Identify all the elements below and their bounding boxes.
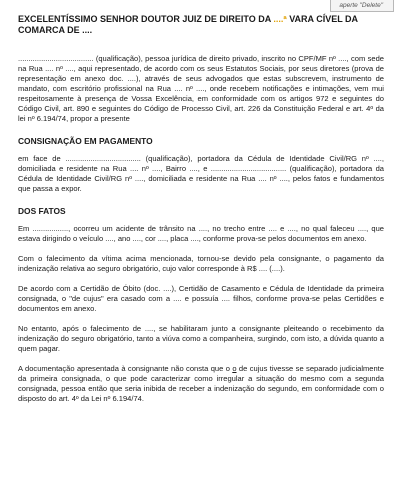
title-before: EXCELENTÍSSIMO SENHOR DOUTOR JUIZ DE DIREITO DA <box>18 14 274 24</box>
section-heading-consignacao: CONSIGNAÇÃO EM PAGAMENTO <box>18 136 153 146</box>
p5-before: A documentação apresentada à consignante não consta que o <box>18 364 233 373</box>
title-highlight: ....ª <box>273 14 287 24</box>
fatos-paragraph-2: Com o falecimento da vítima acima mencionada, tornou-se devido pela consignante, o pagamento da indenização relativa ao seguro obrigatório, cujo valor corresponde à R$ .... (....). <box>18 254 384 273</box>
document-title <box>18 14 384 36</box>
title-after: VARA CÍVEL DA COMARCA DE .... <box>18 14 358 35</box>
fatos-paragraph-3: De acordo com a Certidão de Óbito (doc. ....), Certidão de Casamento e Cédula de Identidade da primeira consignada, o "de cujus" era casado com a .... e possuía .... filhos, conforme prova-se pelas Certidões e documentos em anexo. <box>18 284 384 313</box>
p5-underlined: o <box>232 364 237 373</box>
delete-hint-tooltip: aperte "Delete" <box>330 0 394 12</box>
fatos-paragraph-5 <box>18 364 384 404</box>
petition-document <box>18 14 384 414</box>
fatos-paragraph-1: Em ................., ocorreu um acidente de trânsito na ...., no trecho entre .... e ...., no qual faleceu ...., que estava dirigindo o veículo ...., ano ...., cor ...., placa ...., conforme prova-se pelos documentos em anexo. <box>18 224 384 243</box>
consignacao-paragraph: em face de .................................... (qualificação), portadora da Cédula de Identidade Civil/RG nº ...., domiciliada e residente na Rua .... nº ...., Bairro ...., e .................................... (qualificação), portadora da Cédula de Identidade Civil/RG nº ...., domiciliada e residente na Rua .... nº ...., pelos fatos e fundamentos que passa a expor. <box>18 154 384 193</box>
section-heading-fatos: DOS FATOS <box>18 206 66 216</box>
fatos-paragraph-4: No entanto, após o falecimento de ...., se habilitaram junto a consignante pleiteando o recebimento da indenização do seguro obrigatório, tanto a viúva como a companheira, surgindo, com isto, a dúvida quanto a quem pagar. <box>18 324 384 353</box>
intro-paragraph: .................................... (qualificação), pessoa jurídica de direito privado, inscrito no CPF/MF nº ...., com sede na Rua .... nº ...., aqui representado, de acordo com os seus Estatutos Sociais, por seus diretores (prova de representação em anexo doc. ....), através de seus advogados que estas subscrevem, instrumento de mandato, com escritório profissional na Rua .... nº ...., onde recebem notificações e intimações, vem mui respeitosamente à presença de Vossa Excelência, em conformidade com os artigos 972 e seguintes do Código Civil, art. 890 e seguintes do Código de Processo Civil, art. 226 da Constituição Federal e art. 4º da lei nº 6.194/74, propor a presente <box>18 54 384 123</box>
p5-after: de cujus tivesse se separado judicialmente da primeira consignada, o que pode caracterizar como irregular a situação do mesmo com a segunda consignada, pessoa então que seria inibida de receber a indenização do segundo, em conformidade com o disposto do art. 4º da Lei nº 6.194/74. <box>18 364 384 403</box>
